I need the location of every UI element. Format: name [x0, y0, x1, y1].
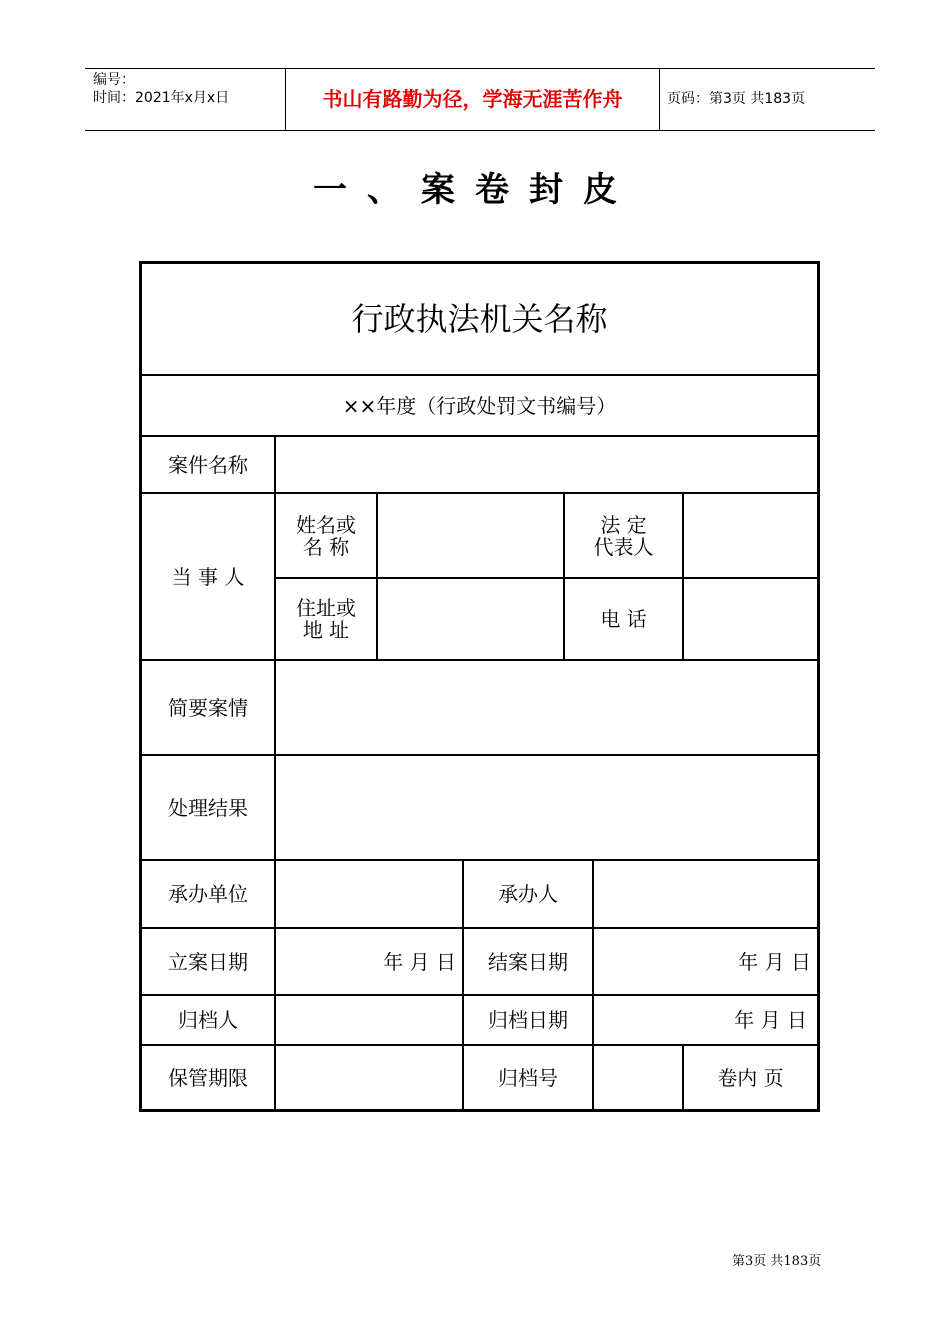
party-address-label-line: 地 址	[302, 618, 350, 642]
case-name-label: 案件名称	[168, 452, 248, 477]
archiver-label: 归档人	[178, 1008, 238, 1032]
legal-rep-field[interactable]	[684, 494, 817, 577]
page-footer: 第3页 共183页	[732, 1254, 822, 1269]
handling-unit-label: 承办单位	[168, 882, 248, 906]
case-cover-form	[139, 261, 820, 1112]
document-title: 一、案卷封皮	[313, 170, 637, 210]
filing-date-field[interactable]: 年 月 日	[383, 949, 456, 974]
legal-rep-label	[565, 494, 682, 577]
party-address-field[interactable]	[378, 579, 563, 659]
retention-field[interactable]	[276, 1046, 462, 1109]
brief-field[interactable]	[276, 661, 817, 754]
legal-rep-label-line: 法 定	[600, 512, 647, 537]
handler-field[interactable]	[594, 861, 817, 927]
archive-no-label: 归档号	[498, 1065, 558, 1090]
pages-label: 卷内 页	[717, 1065, 784, 1090]
party-name-field[interactable]	[378, 494, 563, 577]
result-field[interactable]	[276, 756, 817, 859]
header-divider	[659, 69, 660, 130]
closing-date-label: 结案日期	[488, 949, 568, 974]
handling-unit-field[interactable]	[276, 861, 462, 927]
year-case-number: ××年度（行政处罚文书编号）	[342, 393, 617, 418]
header-number-label: 编号：	[93, 72, 135, 88]
retention-label: 保管期限	[168, 1065, 248, 1090]
header-meta	[93, 71, 283, 107]
phone-field[interactable]	[684, 579, 817, 659]
archive-date-field[interactable]: 年 月 日	[734, 1008, 807, 1032]
page-header	[85, 68, 875, 131]
filing-date-label: 立案日期	[168, 949, 248, 974]
party-address-label-line: 住址或	[296, 596, 356, 620]
archiver-field[interactable]	[276, 996, 462, 1044]
table-border	[139, 1109, 820, 1112]
brief-label: 简要案情	[168, 695, 248, 720]
party-name-label-line: 名 称	[302, 534, 350, 559]
result-label: 处理结果	[168, 795, 248, 820]
party-address-label	[276, 579, 376, 659]
table-border	[817, 261, 820, 1112]
handler-label: 承办人	[498, 882, 558, 906]
archive-date-label: 归档日期	[488, 1008, 568, 1032]
phone-label: 电 话	[600, 607, 647, 631]
closing-date-field[interactable]: 年 月 日	[738, 949, 811, 974]
party-name-label	[276, 494, 376, 577]
org-name: 行政执法机关名称	[351, 300, 608, 338]
header-page-label: 页码：第3页 共183页	[667, 91, 806, 107]
party-name-label-line: 姓名或	[296, 512, 356, 537]
legal-rep-label-line: 代表人	[593, 534, 654, 559]
party-label: 当 事 人	[171, 564, 245, 589]
header-time-label: 时间：2021年x月x日	[93, 90, 230, 106]
case-name-field[interactable]	[276, 437, 817, 492]
header-motto: 书山有路勤为径，学海无涯苦作舟	[322, 87, 623, 111]
archive-no-field[interactable]	[594, 1046, 682, 1109]
